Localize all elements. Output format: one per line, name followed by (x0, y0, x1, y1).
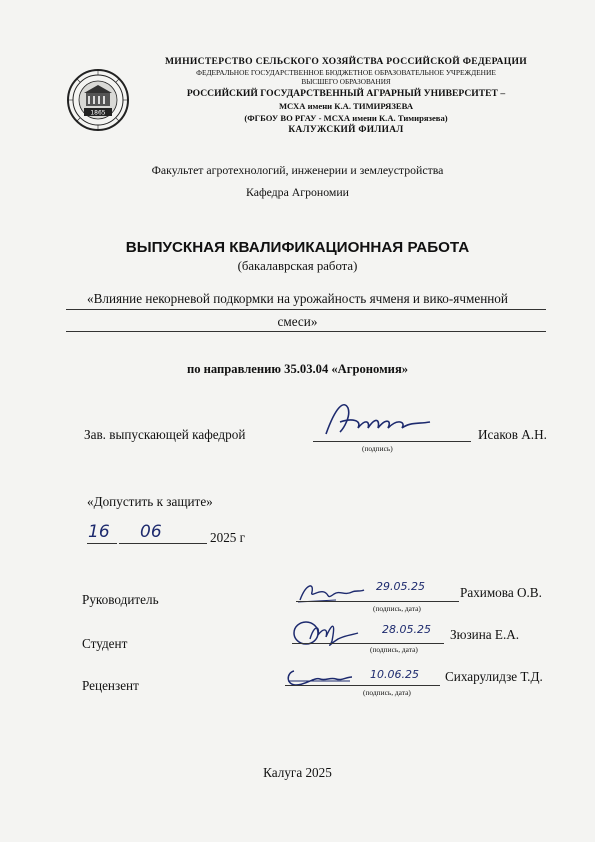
student-date: 28.05.25 (382, 623, 431, 636)
admit-year: 2025 г (210, 530, 246, 545)
supervisor-sign-line (296, 601, 459, 602)
head-of-dept-label: Зав. выпускающей кафедрой (84, 427, 246, 442)
header-institution-type: ФЕДЕРАЛЬНОЕ ГОСУДАРСТВЕННОЕ БЮДЖЕТНОЕ ОБРАЗОВАТЕЛЬНОЕ УЧРЕЖДЕНИЕ (196, 68, 496, 77)
head-of-dept-name: Исаков А.Н. (478, 427, 547, 442)
header-university: РОССИЙСКИЙ ГОСУДАРСТВЕННЫЙ АГРАРНЫЙ УНИВЕРСИТЕТ – (186, 88, 506, 99)
admit-day: 16 (88, 522, 110, 542)
header-ministry: МИНИСТЕРСТВО СЕЛЬСКОГО ХОЗЯЙСТВА РОССИЙСКОЙ ФЕДЕРАЦИИ (164, 56, 528, 67)
reviewer-label: Рецензент (82, 678, 139, 693)
head-of-dept-signature (318, 398, 438, 440)
student-caption: (подпись, дата) (370, 645, 418, 654)
footer-city-year: Калуга 2025 (263, 765, 332, 780)
document-subtitle: (бакалаврская работа) (237, 259, 358, 273)
reviewer-date: 10.06.25 (370, 668, 419, 681)
header-branch: КАЛУЖСКИЙ ФИЛИАЛ (288, 125, 404, 135)
topic-line-2: смеси» (277, 314, 318, 329)
header-education-level: ВЫСШЕГО ОБРАЗОВАНИЯ (301, 78, 391, 86)
topic-line-1: «Влияние некорневой подкормки на урожайность ячменя и вико-ячменной (87, 291, 508, 306)
department-name: Кафедра Агрономии (246, 185, 349, 199)
admit-month: 06 (140, 522, 162, 542)
header-mscha: МСХА имени К.А. ТИМИРЯЗЕВА (278, 101, 414, 111)
faculty-name: Факультет агротехнологий, инженерии и землеустройства (151, 163, 444, 177)
admit-label: «Допустить к защите» (87, 494, 213, 509)
reviewer-sign-line (285, 685, 440, 686)
reviewer-name: Сихарулидзе Т.Д. (445, 669, 543, 684)
admit-month-line (119, 543, 207, 544)
topic-underline-1 (66, 309, 546, 310)
student-signature (290, 617, 360, 649)
university-seal-icon (66, 68, 130, 132)
supervisor-caption: (подпись, дата) (373, 604, 421, 613)
admit-day-line (87, 543, 117, 544)
document-title: ВЫПУСКНАЯ КВАЛИФИКАЦИОННАЯ РАБОТА (125, 239, 470, 256)
reviewer-caption: (подпись, дата) (363, 688, 411, 697)
student-name: Зюзина Е.А. (450, 627, 520, 642)
reviewer-signature (284, 663, 356, 693)
head-of-dept-caption: (подпись) (362, 444, 393, 453)
header-abbreviation: (ФГБОУ ВО РГАУ - МСХА имени К.А. Тимирязева) (244, 113, 448, 123)
seal-year: 1865 (90, 109, 106, 117)
supervisor-date: 29.05.25 (376, 580, 425, 593)
supervisor-label: Руководитель (82, 592, 159, 607)
head-of-dept-sign-line (313, 441, 471, 442)
topic-underline-2 (66, 331, 546, 332)
student-label: Студент (82, 636, 128, 651)
student-sign-line (292, 643, 444, 644)
study-direction: по направлению 35.03.04 «Агрономия» (186, 362, 409, 376)
supervisor-name: Рахимова О.В. (460, 585, 542, 600)
